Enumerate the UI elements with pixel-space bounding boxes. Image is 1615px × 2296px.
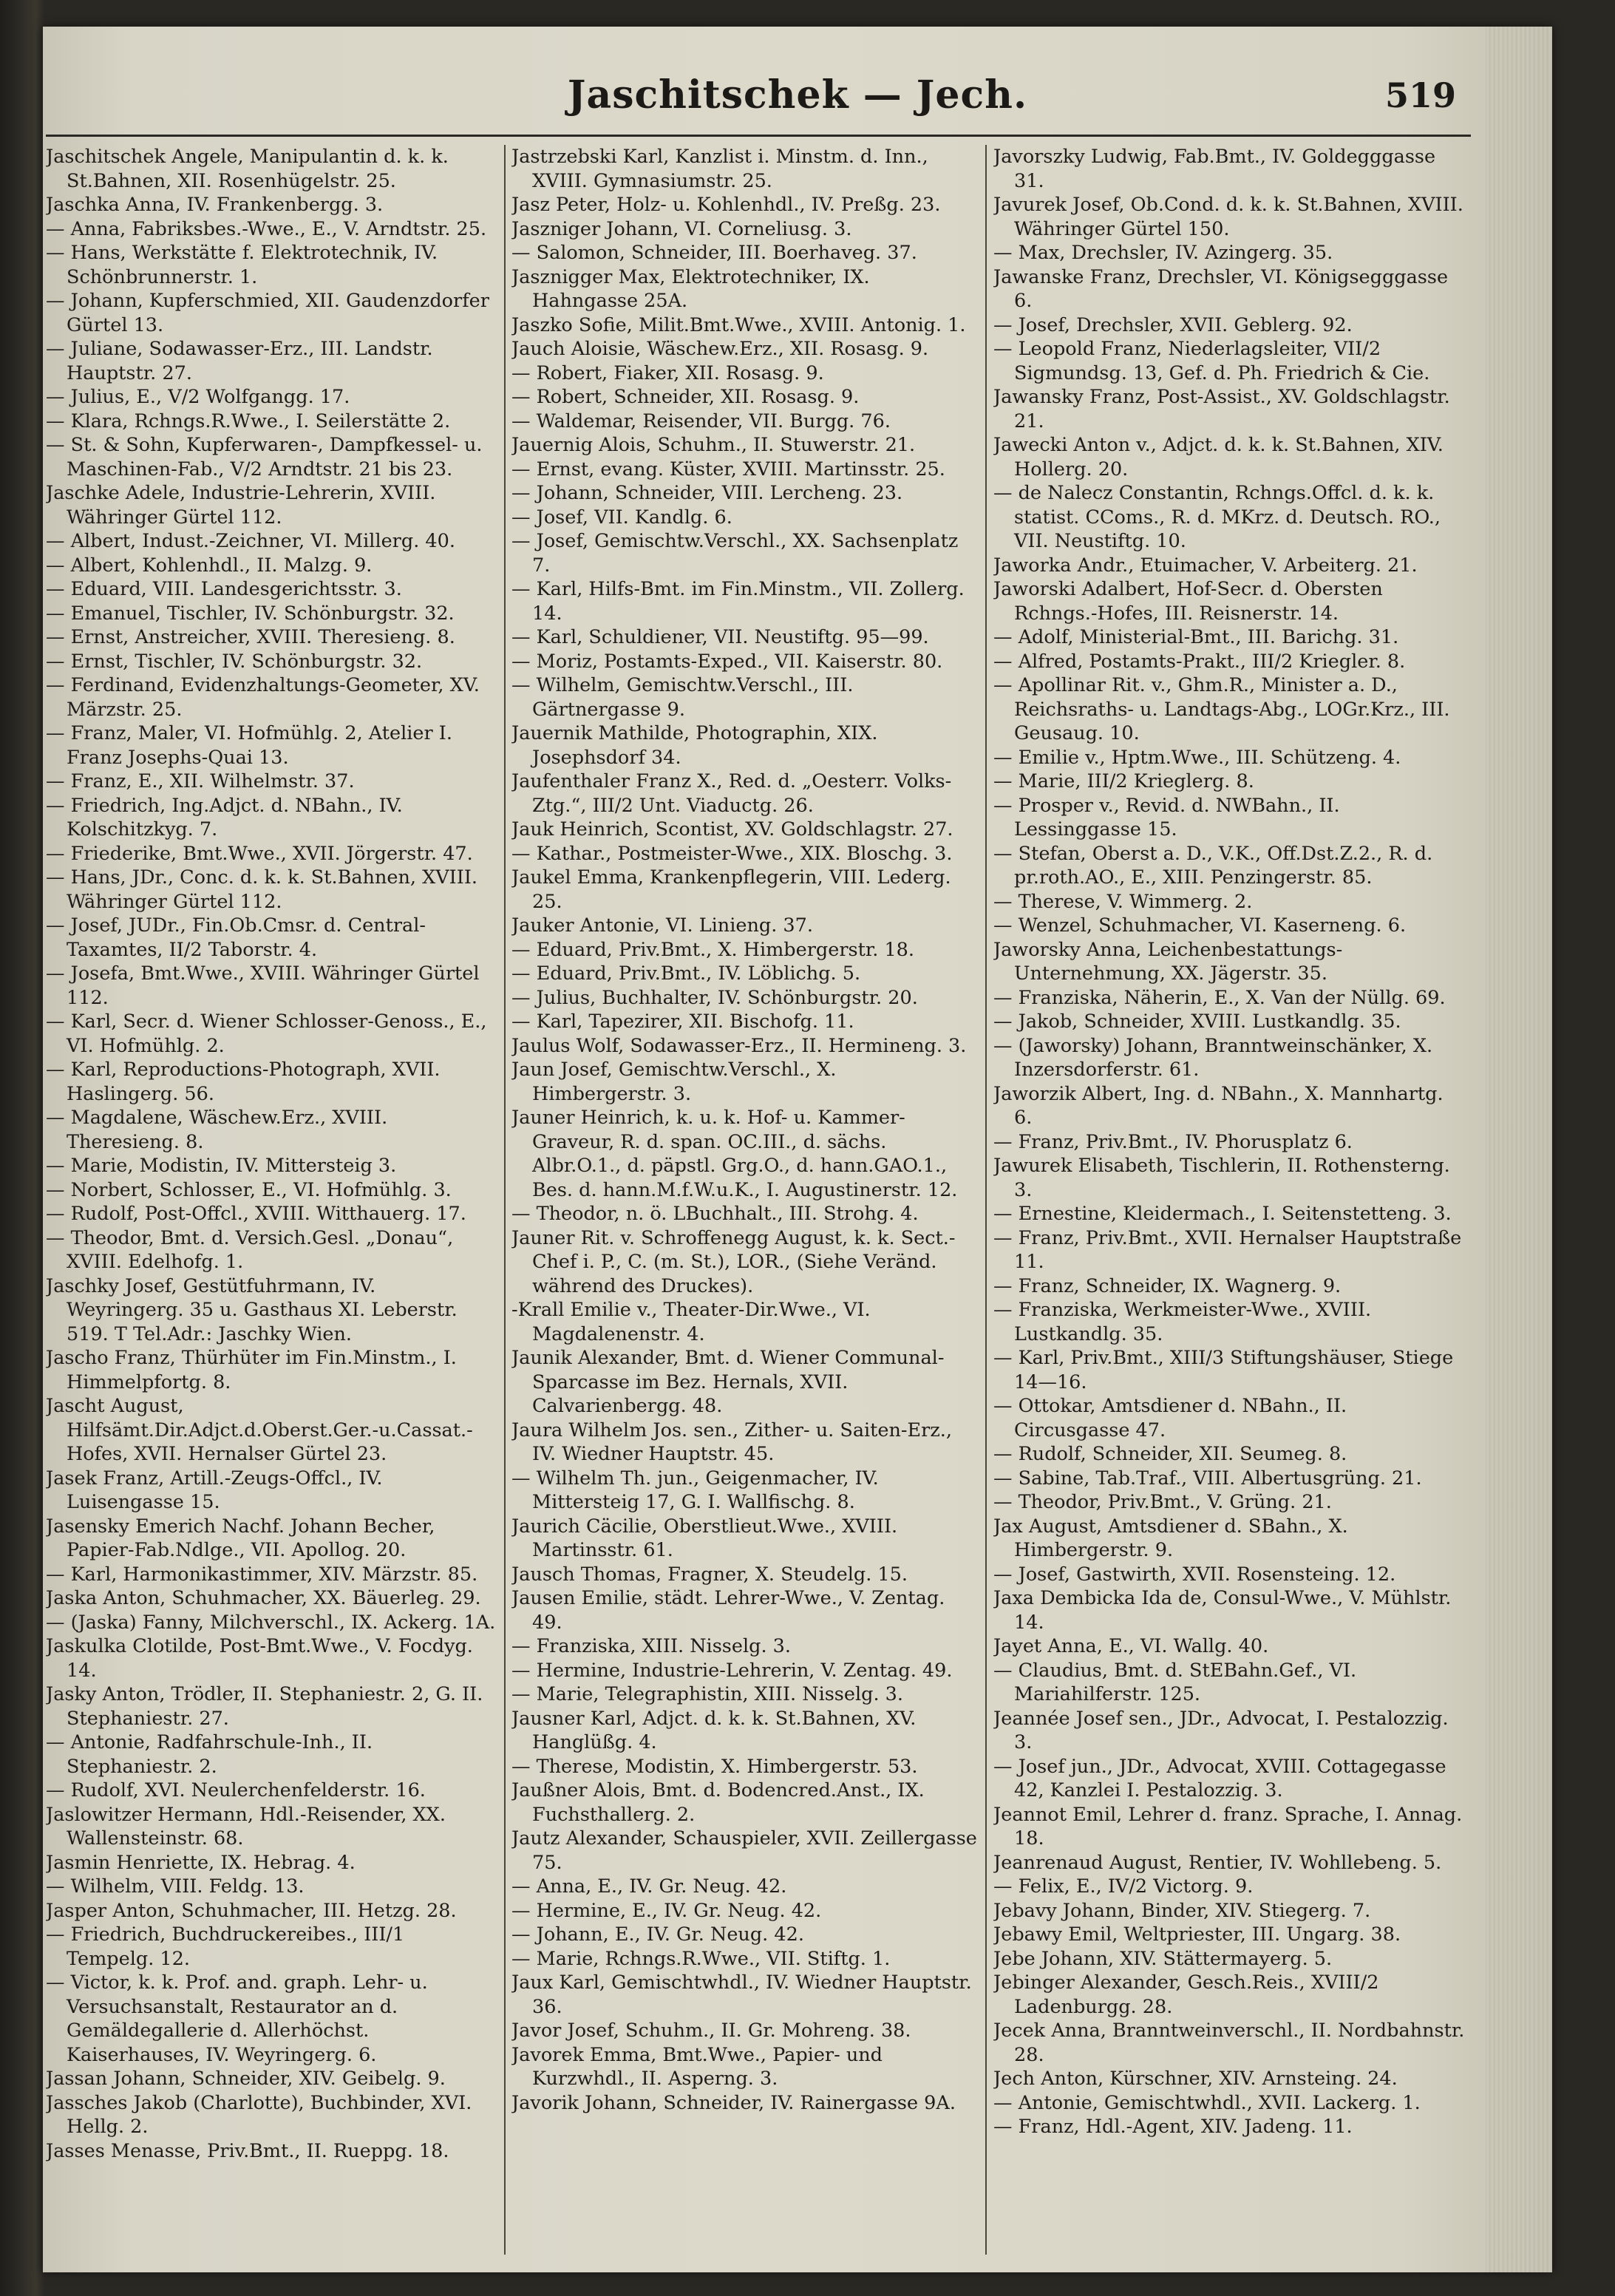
directory-entry: — Friedrich, Buchdruckereibes., III/1 Tempelg. 12.: [46, 1923, 405, 1970]
directory-entry: — (Jaworsky) Johann, Branntweinschänker, X. Inzersdorferstr. 61.: [993, 1034, 1433, 1081]
directory-entry: Jaszniger Johann, VI. Corneliusg. 3.: [511, 217, 852, 240]
directory-entry: — Marie, Modistin, IV. Mittersteig 3.: [46, 1155, 397, 1177]
directory-entry: — Therese, V. Wimmerg. 2.: [993, 890, 1253, 913]
directory-entry: Jaschke Adele, Industrie-Lehrerin, XVIII. Währinger Gürtel 112.: [46, 482, 436, 529]
directory-entry: — Julius, E., V/2 Wolfgangg. 17.: [46, 386, 350, 408]
directory-entry: Jayet Anna, E., VI. Wallg. 40.: [993, 1635, 1269, 1657]
directory-entry: Jausner Karl, Adjct. d. k. k. St.Bahnen, XV. Hanglüßg. 4.: [511, 1707, 917, 1753]
directory-entry: — Friederike, Bmt.Wwe., XVII. Jörgerstr. 47.: [46, 842, 473, 865]
directory-entry: — Stefan, Oberst a. D., V.K., Off.Dst.Z.2., R. d. pr.roth.AO., E., XIII. Penzingerstr. 85.: [993, 842, 1433, 889]
directory-entry: -Krall Emilie v., Theater-Dir.Wwe., VI. Magdalenenstr. 4.: [511, 1299, 871, 1345]
directory-entry: — Max, Drechsler, IV. Azingerg. 35.: [993, 242, 1333, 264]
directory-entry: — Robert, Fiaker, XII. Rosasg. 9.: [511, 361, 824, 384]
directory-entry: — Rudolf, Schneider, XII. Seumeg. 8.: [993, 1443, 1347, 1465]
directory-entry: — Josef, VII. Kandlg. 6.: [511, 506, 732, 529]
directory-entry: Jauernig Alois, Schuhm., II. Stuwerstr. 21.: [511, 434, 916, 456]
directory-entry: Jasmin Henriette, IX. Hebrag. 4.: [46, 1851, 356, 1874]
directory-entry: Jawansky Franz, Post-Assist., XV. Goldschlagstr. 21.: [993, 386, 1450, 432]
directory-entry: Jauch Aloisie, Wäschew.Erz., XII. Rosasg. 9.: [511, 338, 929, 360]
directory-entry: — Josef jun., JDr., Advocat, XVIII. Cottagegasse 42, Kanzlei I. Pestalozzig. 3.: [993, 1755, 1446, 1801]
running-head: Jaschitschek — Jech.: [567, 72, 1028, 118]
directory-entry: — Franz, Priv.Bmt., IV. Phorusplatz 6.: [993, 1130, 1353, 1153]
directory-entry: — Josef, Gemischtw.Verschl., XX. Sachsenplatz 7.: [511, 530, 959, 577]
directory-entry: — Hans, JDr., Conc. d. k. k. St.Bahnen, XVIII. Währinger Gürtel 112.: [46, 866, 478, 913]
directory-entry: Javorek Emma, Bmt.Wwe., Papier- und Kurzwhdl., II. Asperng. 3.: [511, 2043, 883, 2090]
directory-entry: — Juliane, Sodawasser-Erz., III. Landstr. Hauptstr. 27.: [46, 338, 433, 384]
directory-entry: — Eduard, Priv.Bmt., X. Himbergerstr. 18.: [511, 938, 915, 961]
directory-entry: — Johann, Kupferschmied, XII. Gaudenzdorfer Gürtel 13.: [46, 290, 489, 336]
directory-entry: Javurek Josef, Ob.Cond. d. k. k. St.Bahnen, XVIII. Währinger Gürtel 150.: [993, 194, 1463, 240]
directory-entry: — de Nalecz Constantin, Rchngs.Offcl. d. k. k. statist. CComs., R. d. MKrz. d. Deutsch. RO., VII. Neustiftg. 10.: [993, 482, 1441, 552]
directory-entry: Jauernik Mathilde, Photographin, XIX. Josephsdorf 34.: [511, 722, 878, 769]
directory-entry: Jasensky Emerich Nachf. Johann Becher, Papier-Fab.Ndlge., VII. Apollog. 20.: [46, 1515, 435, 1561]
directory-entry: Jassches Jakob (Charlotte), Buchbinder, XVI. Hellg. 2.: [46, 2091, 472, 2138]
directory-entry: — Marie, Rchngs.R.Wwe., VII. Stiftg. 1.: [511, 1947, 891, 1970]
directory-entry: Jauk Heinrich, Scontist, XV. Goldschlagstr. 27.: [511, 818, 953, 840]
directory-entry: — Josefa, Bmt.Wwe., XVIII. Währinger Gürtel 112.: [46, 962, 480, 1009]
directory-entry: Jech Anton, Kürschner, XIV. Arnsteing. 24.: [993, 2068, 1398, 2090]
directory-entry: Jawecki Anton v., Adjct. d. k. k. St.Bahnen, XIV. Hollerg. 20.: [993, 434, 1444, 480]
directory-entry: — Ferdinand, Evidenzhaltungs-Geometer, XV. Märzstr. 25.: [46, 674, 480, 721]
directory-entry: — Karl, Harmonikastimmer, XIV. Märzstr. 85.: [46, 1563, 478, 1586]
directory-entry: — Prosper v., Revid. d. NWBahn., II. Lessinggasse 15.: [993, 794, 1340, 840]
directory-entry: — Waldemar, Reisender, VII. Burgg. 76.: [511, 410, 891, 432]
directory-entry: Javorszky Ludwig, Fab.Bmt., IV. Goldegggasse 31.: [993, 146, 1436, 192]
directory-entry: — Theodor, Priv.Bmt., V. Grüng. 21.: [993, 1491, 1332, 1513]
directory-entry: Jascht August, Hilfsämt.Dir.Adjct.d.Oberst.Ger.-u.Cassat.-Hofes, XVII. Hernalser Gürtel 23.: [46, 1395, 473, 1465]
directory-entry: — Victor, k. k. Prof. and. graph. Lehr- u. Versuchsanstalt, Restaurator an d. Gemäldegallerie d. Allerhöchst. Kaiserhauses, IV. Weyringerg. 6.: [46, 1971, 428, 2066]
directory-entry: — Adolf, Ministerial-Bmt., III. Barichg. 31.: [993, 626, 1399, 648]
directory-entry: — Karl, Hilfs-Bmt. im Fin.Minstm., VII. Zollerg. 14.: [511, 578, 965, 625]
directory-entry: Jaurich Cäcilie, Oberstlieut.Wwe., XVIII. Martinsstr. 61.: [511, 1515, 898, 1561]
directory-entry: — Emilie v., Hptm.Wwe., III. Schützeng. 4.: [993, 746, 1401, 769]
directory-entry: Jauner Rit. v. Schroffenegg August, k. k. Sect.-Chef i. P., C. (m. St.), LOR., (Siehe Veränd. während des Druckes).: [511, 1226, 956, 1297]
directory-entry: Jaskulka Clotilde, Post-Bmt.Wwe., V. Focdyg. 14.: [46, 1635, 473, 1682]
directory-entry: — Norbert, Schlosser, E., VI. Hofmühlg. 3.: [46, 1178, 452, 1201]
directory-entry: Jauker Antonie, VI. Linieng. 37.: [511, 914, 813, 937]
directory-entry: Jasek Franz, Artill.-Zeugs-Offcl., IV. Luisengasse 15.: [46, 1467, 383, 1513]
column-divider: [504, 145, 506, 2255]
directory-entry: Jebawy Emil, Weltpriester, III. Ungarg. 38.: [993, 1923, 1401, 1946]
directory-entry: Jebe Johann, XIV. Stättermayerg. 5.: [993, 1947, 1333, 1970]
directory-entry: — (Jaska) Fanny, Milchverschl., IX. Ackerg. 1A.: [46, 1611, 496, 1634]
directory-entry: Jaszko Sofie, Milit.Bmt.Wwe., XVIII. Antonig. 1.: [511, 313, 966, 336]
directory-entry: — Alfred, Postamts-Prakt., III/2 Kriegler. 8.: [993, 650, 1406, 673]
directory-entry: Jasses Menasse, Priv.Bmt., II. Rueppg. 18.: [46, 2139, 449, 2162]
directory-entry: — Franziska, Werkmeister-Wwe., XVIII. Lustkandlg. 35.: [993, 1299, 1372, 1345]
directory-entry: Jebavy Johann, Binder, XIV. Stiegerg. 7.: [993, 1899, 1371, 1922]
directory-entry: — Therese, Modistin, X. Himbergerstr. 53.: [511, 1755, 918, 1778]
directory-entry: — Wilhelm, Gemischtw.Verschl., III. Gärtnergasse 9.: [511, 674, 854, 721]
directory-entry: Jautz Alexander, Schauspieler, XVII. Zeillergasse 75.: [511, 1827, 977, 1874]
directory-entry: — Hans, Werkstätte f. Elektrotechnik, IV. Schönbrunnerstr. 1.: [46, 242, 438, 288]
directory-entry: — Karl, Reproductions-Photograph, XVII. Haslingerg. 56.: [46, 1059, 441, 1105]
directory-entry: Jeanrenaud August, Rentier, IV. Wohllebeng. 5.: [993, 1851, 1442, 1874]
directory-entry: — Apollinar Rit. v., Ghm.R., Minister a. D., Reichsraths- u. Landtags-Abg., LOGr.Krz., III. Geusaug. 10.: [993, 674, 1450, 744]
directory-entry: — Anna, E., IV. Gr. Neug. 42.: [511, 1875, 787, 1898]
directory-entry: — Ernestine, Kleidermach., I. Seitenstetteng. 3.: [993, 1203, 1452, 1225]
directory-entry: Jecek Anna, Branntweinverschl., II. Nordbahnstr. 28.: [993, 2020, 1465, 2066]
directory-entry: Jaworski Adalbert, Hof-Secr. d. Obersten Rchngs.-Hofes, III. Reisnerstr. 14.: [993, 578, 1383, 625]
header-rule: [46, 135, 1471, 137]
directory-entry: — Friedrich, Ing.Adjct. d. NBahn., IV. Kolschitzkyg. 7.: [46, 794, 403, 840]
directory-entry: Jawanske Franz, Drechsler, VI. Königsegggasse 6.: [993, 265, 1449, 312]
directory-entry: — Anna, Fabriksbes.-Wwe., E., V. Arndtstr. 25.: [46, 217, 487, 240]
directory-entry: — Kathar., Postmeister-Wwe., XIX. Bloschg. 3.: [511, 842, 953, 865]
directory-entry: — Franz, Schneider, IX. Wagnerg. 9.: [993, 1274, 1342, 1297]
directory-entry: — Hermine, E., IV. Gr. Neug. 42.: [511, 1899, 822, 1922]
directory-entry: — Claudius, Bmt. d. StEBahn.Gef., VI. Mariahilferstr. 125.: [993, 1659, 1357, 1705]
directory-entry: — Franz, E., XII. Wilhelmstr. 37.: [46, 770, 355, 792]
directory-entry: — Franziska, XIII. Nisselg. 3.: [511, 1635, 791, 1657]
directory-entry: Jaska Anton, Schuhmacher, XX. Bäuerleg. 29.: [46, 1587, 481, 1609]
directory-entry: — Josef, Gastwirth, XVII. Rosensteing. 12.: [993, 1563, 1396, 1586]
page-number: 519: [1384, 75, 1456, 115]
directory-entry: Jasz Peter, Holz- u. Kohlenhdl., IV. Preßg. 23.: [511, 194, 941, 216]
directory-entry: Jaworsky Anna, Leichenbestattungs-Unternehmung, XX. Jägerstr. 35.: [993, 938, 1343, 985]
directory-entry: — Josef, Drechsler, XVII. Geblerg. 92.: [993, 313, 1353, 336]
directory-entry: — Eduard, Priv.Bmt., IV. Löblichg. 5.: [511, 962, 861, 985]
directory-entry: Jastrzebski Karl, Kanzlist i. Minstm. d. Inn., XVIII. Gymnasiumstr. 25.: [511, 146, 928, 192]
directory-entry: Jaufenthaler Franz X., Red. d. „Oesterr. Volks-Ztg.“, III/2 Unt. Viaductg. 26.: [511, 770, 952, 817]
directory-entry: Javor Josef, Schuhm., II. Gr. Mohreng. 38.: [511, 2020, 911, 2042]
directory-columns: [46, 145, 1471, 2255]
directory-entry: Jaschka Anna, IV. Frankenbergg. 3.: [46, 194, 384, 216]
directory-entry: Jawurek Elisabeth, Tischlerin, II. Rothensterng. 3.: [993, 1155, 1450, 1201]
directory-entry: — Antonie, Radfahrschule-Inh., II. Stephaniestr. 2.: [46, 1731, 373, 1778]
directory-entry: Jassan Johann, Schneider, XIV. Geibelg. 9.: [46, 2068, 446, 2090]
directory-entry: — Ottokar, Amtsdiener d. NBahn., II. Circusgasse 47.: [993, 1395, 1347, 1441]
column-divider: [985, 145, 987, 2255]
directory-entry: Jaslowitzer Hermann, Hdl.-Reisender, XX. Wallensteinstr. 68.: [46, 1803, 446, 1850]
directory-entry: — Sabine, Tab.Traf., VIII. Albertusgrüng. 21.: [993, 1467, 1422, 1490]
directory-entry: — Albert, Kohlenhdl., II. Malzg. 9.: [46, 554, 373, 577]
directory-entry: — Franz, Priv.Bmt., XVII. Hernalser Hauptstraße 11.: [993, 1226, 1462, 1273]
directory-entry: — Karl, Schuldiener, VII. Neustiftg. 95—99.: [511, 626, 929, 648]
directory-entry: — Leopold Franz, Niederlagsleiter, VII/2 Sigmundsg. 13, Gef. d. Ph. Friedrich & Cie.: [993, 338, 1430, 384]
directory-entry: Jeannée Josef sen., JDr., Advocat, I. Pestalozzig. 3.: [993, 1707, 1449, 1753]
directory-entry: Jaux Karl, Gemischtwhdl., IV. Wiedner Hauptstr. 36.: [511, 1971, 972, 2018]
directory-entry: — Jakob, Schneider, XVIII. Lustkandlg. 35.: [993, 1011, 1401, 1033]
directory-entry: Jasznigger Max, Elektrotechniker, IX. Hahngasse 25A.: [511, 265, 870, 312]
directory-entry: Jaukel Emma, Krankenpflegerin, VIII. Lederg. 25.: [511, 866, 951, 913]
directory-entry: — Wenzel, Schuhmacher, VI. Kaserneng. 6.: [993, 914, 1407, 937]
directory-entry: — Felix, E., IV/2 Victorg. 9.: [993, 1875, 1254, 1898]
directory-entry: — Johann, E., IV. Gr. Neug. 42.: [511, 1923, 804, 1946]
directory-entry: — Ernst, evang. Küster, XVIII. Martinsstr. 25.: [511, 458, 945, 480]
directory-entry: Jaworzik Albert, Ing. d. NBahn., X. Mannhartg. 6.: [993, 1082, 1444, 1129]
directory-entry: — Marie, III/2 Krieglerg. 8.: [993, 770, 1254, 792]
directory-entry: — Franz, Hdl.-Agent, XIV. Jadeng. 11.: [993, 2116, 1353, 2138]
directory-entry: Jaura Wilhelm Jos. sen., Zither- u. Saiten-Erz., IV. Wiedner Hauptstr. 45.: [511, 1419, 953, 1465]
directory-entry: Jebinger Alexander, Gesch.Reis., XVIII/2 Ladenburgg. 28.: [993, 1971, 1379, 2018]
directory-entry: Jausch Thomas, Fragner, X. Steudelg. 15.: [511, 1563, 908, 1586]
directory-entry: — Salomon, Schneider, III. Boerhaveg. 37.: [511, 242, 917, 264]
directory-entry: Jax August, Amtsdiener d. SBahn., X. Himbergerstr. 9.: [993, 1515, 1348, 1561]
directory-entry: — St. & Sohn, Kupferwaren-, Dampfkessel- u. Maschinen-Fab., V/2 Arndtstr. 21 bis 23.: [46, 434, 483, 480]
directory-entry: — Rudolf, XVI. Neulerchenfelderstr. 16.: [46, 1779, 426, 1801]
directory-entry: — Josef, JUDr., Fin.Ob.Cmsr. d. Central-Taxamtes, II/2 Taborstr. 4.: [46, 914, 426, 961]
directory-entry: — Emanuel, Tischler, IV. Schönburgstr. 32.: [46, 602, 455, 625]
directory-entry: Jaschky Josef, Gestütfuhrmann, IV. Weyringerg. 35 u. Gasthaus XI. Leberstr. 519. T Tel.Adr.: Jaschky Wien.: [46, 1274, 458, 1345]
directory-entry: Jausen Emilie, städt. Lehrer-Wwe., V. Zentag. 49.: [511, 1587, 945, 1634]
directory-entry: — Julius, Buchhalter, IV. Schönburgstr. 20.: [511, 986, 918, 1009]
directory-entry: — Franz, Maler, VI. Hofmühlg. 2, Atelier I. Franz Josephs-Quai 13.: [46, 722, 452, 769]
directory-entry: Jaußner Alois, Bmt. d. Bodencred.Anst., IX. Fuchsthallerg. 2.: [511, 1779, 925, 1826]
directory-entry: — Theodor, Bmt. d. Versich.Gesl. „Donau“, XVIII. Edelhofg. 1.: [46, 1226, 454, 1273]
directory-entry: Jaunik Alexander, Bmt. d. Wiener Communal-Sparcasse im Bez. Hernals, XVII. Calvarienbergg. 48.: [511, 1347, 945, 1417]
directory-entry: — Wilhelm Th. jun., Geigenmacher, IV. Mittersteig 17, G. I. Wallfischg. 8.: [511, 1467, 879, 1513]
directory-entry: — Robert, Schneider, XII. Rosasg. 9.: [511, 386, 860, 408]
directory-page: [43, 27, 1552, 2272]
directory-entry: — Johann, Schneider, VIII. Lercheng. 23.: [511, 482, 903, 504]
directory-entry: Jasper Anton, Schuhmacher, III. Hetzg. 28.: [46, 1899, 457, 1922]
directory-entry: — Wilhelm, VIII. Feldg. 13.: [46, 1875, 305, 1898]
directory-entry: Jaxa Dembicka Ida de, Consul-Wwe., V. Mühlstr. 14.: [993, 1587, 1452, 1634]
column-middle: [511, 145, 977, 2255]
directory-entry: Jaulus Wolf, Sodawasser-Erz., II. Hermineng. 3.: [511, 1034, 967, 1057]
directory-entry: Jaun Josef, Gemischtw.Verschl., X. Himbergerstr. 3.: [511, 1059, 837, 1105]
directory-entry: — Albert, Indust.-Zeichner, VI. Millerg. 40.: [46, 530, 455, 552]
directory-entry: — Franziska, Näherin, E., X. Van der Nüllg. 69.: [993, 986, 1446, 1009]
column-right: [993, 145, 1466, 2255]
directory-entry: — Karl, Tapezirer, XII. Bischofg. 11.: [511, 1011, 854, 1033]
directory-entry: — Ernst, Anstreicher, XVIII. Theresieng. 8.: [46, 626, 455, 648]
column-left: [46, 145, 497, 2255]
directory-entry: Jaschitschek Angele, Manipulantin d. k. k. St.Bahnen, XII. Rosenhügelstr. 25.: [46, 146, 449, 192]
directory-entry: Jaworka Andr., Etuimacher, V. Arbeiterg. 21.: [993, 554, 1418, 577]
directory-entry: — Theodor, n. ö. LBuchhalt., III. Strohg. 4.: [511, 1203, 919, 1225]
directory-entry: — Eduard, VIII. Landesgerichtsstr. 3.: [46, 578, 402, 600]
directory-entry: Javorik Johann, Schneider, IV. Rainergasse 9A.: [511, 2091, 956, 2114]
directory-entry: — Rudolf, Post-Offcl., XVIII. Witthauerg. 17.: [46, 1203, 466, 1225]
directory-entry: Jeannot Emil, Lehrer d. franz. Sprache, I. Annag. 18.: [993, 1803, 1463, 1850]
directory-entry: Jasky Anton, Trödler, II. Stephaniestr. 2, G. II. Stephaniestr. 27.: [46, 1683, 483, 1730]
directory-entry: — Magdalene, Wäschew.Erz., XVIII. Theresieng. 8.: [46, 1107, 388, 1153]
directory-entry: — Karl, Secr. d. Wiener Schlosser-Genoss., E., VI. Hofmühlg. 2.: [46, 1011, 487, 1057]
directory-entry: — Klara, Rchngs.R.Wwe., I. Seilerstätte 2.: [46, 410, 451, 432]
directory-entry: Jauner Heinrich, k. u. k. Hof- u. Kammer-Graveur, R. d. span. OC.III., d. sächs. Albr.O.1., d. päpstl. Grg.O., d. hann.GAO.1., Bes. d. hann.M.f.W.u.K., I. Augustinerstr. 12.: [511, 1107, 958, 1201]
directory-entry: — Ernst, Tischler, IV. Schönburgstr. 32.: [46, 650, 423, 673]
page-edge-shadow: [1486, 27, 1552, 2272]
directory-entry: — Hermine, Industrie-Lehrerin, V. Zentag. 49.: [511, 1659, 953, 1682]
directory-entry: Jascho Franz, Thürhüter im Fin.Minstm., I. Himmelpfortg. 8.: [46, 1347, 457, 1393]
directory-entry: — Moriz, Postamts-Exped., VII. Kaiserstr. 80.: [511, 650, 943, 673]
directory-entry: — Karl, Priv.Bmt., XIII/3 Stiftungshäuser, Stiege 14—16.: [993, 1347, 1454, 1393]
directory-entry: — Antonie, Gemischtwhdl., XVII. Lackerg. 1.: [993, 2091, 1421, 2114]
directory-entry: — Marie, Telegraphistin, XIII. Nisselg. 3.: [511, 1683, 904, 1705]
